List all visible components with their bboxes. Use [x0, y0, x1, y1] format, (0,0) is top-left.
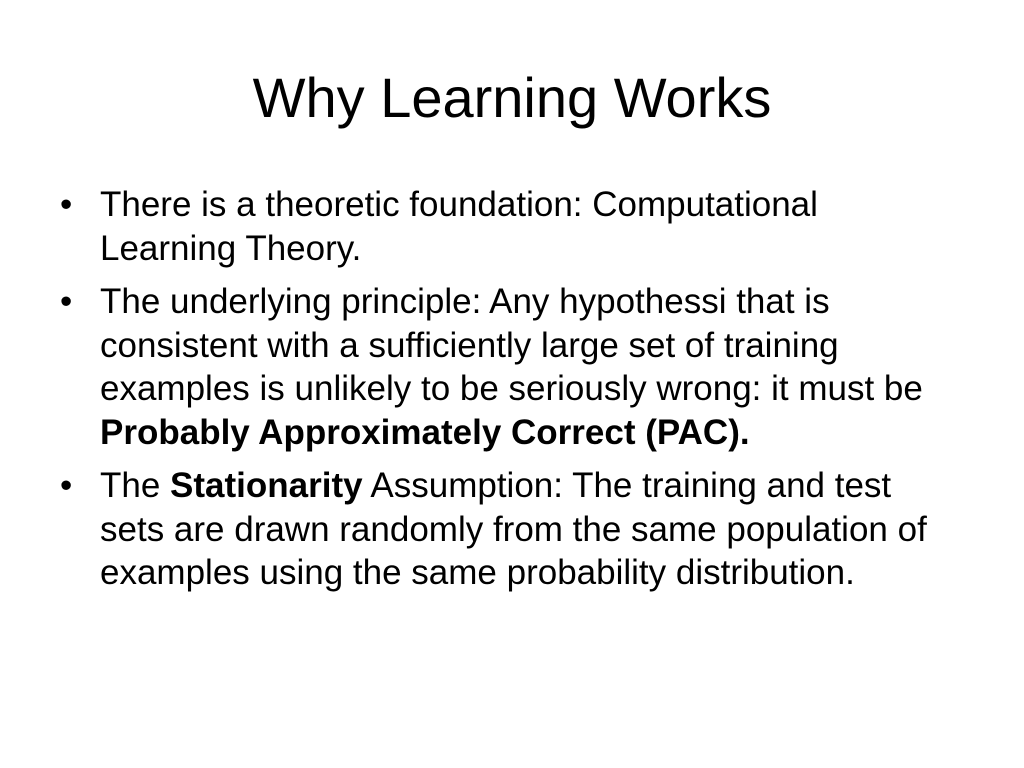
bullet-dot-icon: • [60, 466, 73, 505]
bullet-text: The underlying principle: Any hypothessi that is consistent with a sufficiently large set of training examples is unlikely to be seriously wrong: it must be [100, 282, 923, 408]
bullet-dot-icon: • [60, 282, 73, 321]
bullet-item-principle [60, 280, 960, 454]
bullet-bold-text: Probably Approximately Correct (PAC). [100, 412, 750, 452]
bullet-dot-icon: • [60, 185, 73, 224]
bullet-bold-text: Stationarity [170, 466, 363, 505]
bullet-text: Assumption: The training and test sets are drawn randomly from the same population of examples using the same probability distribution. [100, 466, 927, 592]
bullet-text: The [100, 466, 171, 505]
bullet-item-theory [60, 183, 960, 270]
bullet-text: There is a theoretic foundation: Computational Learning Theory. [100, 185, 818, 268]
bullet-item-stationarity [60, 464, 960, 595]
bullet-list [60, 183, 960, 605]
slide-title: Why Learning Works [252, 66, 772, 129]
